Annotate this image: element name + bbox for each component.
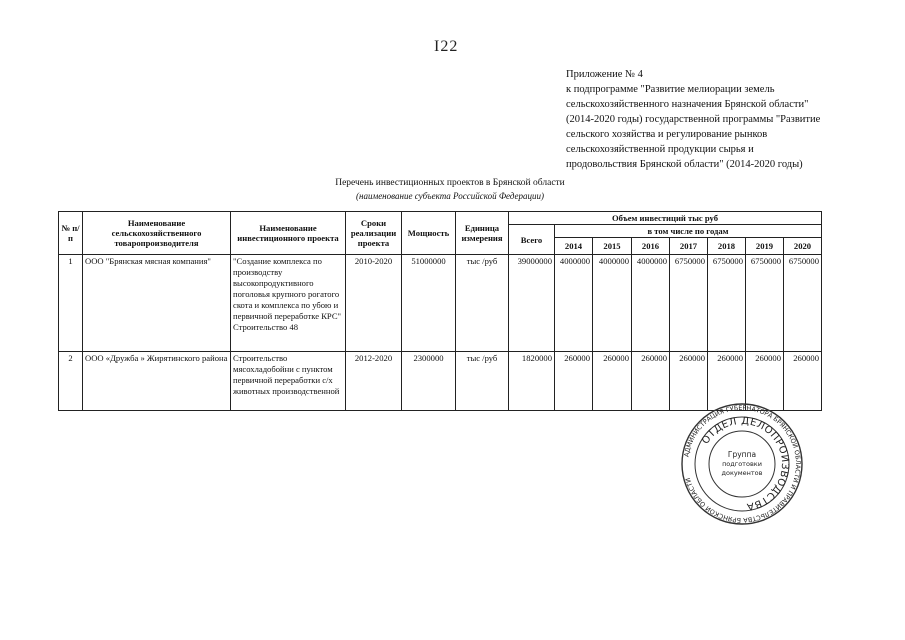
row-capacity: 51000000 (402, 255, 456, 352)
header-year: 2015 (593, 238, 632, 255)
row-total: 1820000 (509, 352, 555, 411)
row-year-value: 260000 (555, 352, 593, 411)
header-period: Сроки реализации проекта (346, 212, 402, 255)
appendix-line: к подпрограмме "Развитие мелиорации земель (566, 84, 775, 95)
row-period: 2012-2020 (346, 352, 402, 411)
row-producer: ООО «Дружба » Жирятинского района (83, 352, 231, 411)
row-num: 2 (59, 352, 83, 411)
row-capacity: 2300000 (402, 352, 456, 411)
row-period: 2010-2020 (346, 255, 402, 352)
row-unit: тыс /руб (456, 352, 509, 411)
row-year-value: 260000 (593, 352, 632, 411)
row-year-value: 260000 (784, 352, 822, 411)
row-producer: ООО "Брянская мясная компания" (83, 255, 231, 352)
header-year: 2017 (670, 238, 708, 255)
row-project-text: Строительство мясохладобойни с пунктом первичной переработки с/х животных производственной (233, 353, 340, 396)
row-year-value: 6750000 (708, 255, 746, 352)
department-stamp (680, 402, 804, 526)
header-year: 2014 (555, 238, 593, 255)
row-year-value: 4000000 (632, 255, 670, 352)
investment-projects-table (58, 211, 822, 411)
header-year: 2018 (708, 238, 746, 255)
header-producer: Наименование сельскохозяйственного товаропроизводителя (83, 212, 231, 255)
row-project (231, 352, 346, 411)
header-unit: Единица измерения (456, 212, 509, 255)
stamp-outer-text: АДМИНИСТРАЦИЯ ГУБЕРНАТОРА БРЯНСКОЙ ОБЛАСТИ И ПРАВИТЕЛЬСТВА БРЯНСКОЙ ОБЛАСТИ (682, 403, 803, 525)
appendix-line: (2014-2020 годы) государственной программы "Развитие (566, 114, 821, 125)
header-num: № п/п (59, 212, 83, 255)
header-year: 2019 (746, 238, 784, 255)
row-project: "Создание комплекса по производству высокопродуктивного поголовья крупного рогатого скота и комплекса по убою и первичной переработке КРС" Строительство 48 (231, 255, 346, 352)
row-total: 39000000 (509, 255, 555, 352)
table-row (59, 255, 822, 352)
row-year-value: 260000 (670, 352, 708, 411)
stamp-center-line: подготовки (722, 460, 762, 468)
row-unit: тыс /руб (456, 255, 509, 352)
header-project: Наименование инвестиционного проекта (231, 212, 346, 255)
stamp-center-line: Группа (727, 450, 757, 459)
row-year-value: 260000 (632, 352, 670, 411)
page-number: I22 (434, 38, 459, 55)
appendix-line: сельскохозяйственной продукции сырья и (566, 144, 754, 155)
stamp-inner-text: ОТДЕЛ ДЕЛОПРОИЗВОДСТВА (700, 415, 791, 512)
row-year-value: 6750000 (746, 255, 784, 352)
row-year-value: 260000 (746, 352, 784, 411)
header-total: Всего (509, 225, 555, 255)
appendix-block (566, 67, 820, 172)
stamp-center-line: документов (721, 469, 763, 477)
row-year-value: 6750000 (784, 255, 822, 352)
row-num: 1 (59, 255, 83, 352)
header-by-year: в том числе по годам (555, 225, 822, 238)
row-year-value: 4000000 (593, 255, 632, 352)
header-year: 2020 (784, 238, 822, 255)
appendix-line: продовольствия Брянской области" (2014-2020 годы) (566, 159, 803, 170)
row-year-value: 4000000 (555, 255, 593, 352)
appendix-line: сельского хозяйства и регулирование рынков (566, 129, 768, 140)
header-investment: Объем инвестиций тыс руб (509, 212, 822, 225)
row-year-value: 260000 (708, 352, 746, 411)
list-title: Перечень инвестиционных проектов в Брянской области (335, 178, 565, 188)
subject-caption: (наименование субъекта Российской Федерации) (355, 191, 544, 201)
header-year: 2016 (632, 238, 670, 255)
appendix-line: Приложение № 4 (566, 69, 643, 80)
header-capacity: Мощность (402, 212, 456, 255)
row-year-value: 6750000 (670, 255, 708, 352)
appendix-line: сельскохозяйственного назначения Брянской области" (566, 99, 809, 110)
